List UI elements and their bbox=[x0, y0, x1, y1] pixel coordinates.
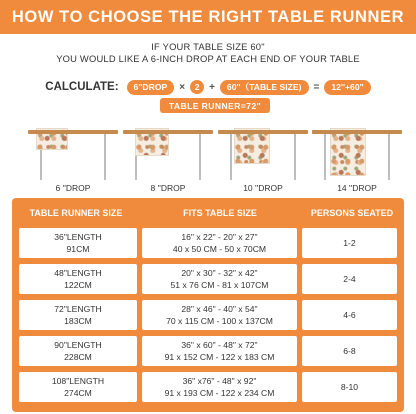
length-cm: 183CM bbox=[64, 316, 92, 326]
table-leg bbox=[324, 134, 326, 180]
table-leg bbox=[294, 134, 296, 180]
runner-image bbox=[330, 128, 366, 176]
table-size-pill: 60''（TABLE SIZE) bbox=[220, 80, 309, 95]
plus-sign: + bbox=[209, 81, 215, 93]
fit-inches: 28" x 46" - 40" x 54" bbox=[181, 304, 258, 314]
persons-cell bbox=[302, 300, 397, 330]
table-leg bbox=[388, 134, 390, 180]
fits-size-cell bbox=[142, 264, 297, 294]
calculation-row bbox=[0, 79, 416, 95]
fits-size-cell bbox=[142, 228, 297, 258]
fit-cm: 51 x 76 CM - 81 x 107CM bbox=[170, 280, 269, 290]
fit-inches: 20" x 30" - 32" x 42" bbox=[181, 268, 258, 278]
size-table bbox=[12, 198, 404, 412]
header-fits-table-size: FITS TABLE SIZE bbox=[183, 207, 257, 218]
runner-size-cell bbox=[19, 264, 137, 294]
fits-size-cell bbox=[142, 372, 297, 402]
table-row bbox=[19, 336, 397, 366]
table-runner-result: TABLE RUNNER=72" bbox=[160, 98, 270, 113]
fit-inches: 36" x76" - 48" x 92" bbox=[182, 376, 257, 386]
drop-label: 6 ''DROP bbox=[55, 183, 91, 193]
table-header bbox=[12, 198, 404, 227]
fit-cm: 40 x 50 CM - 50 x 70CM bbox=[172, 244, 267, 254]
table-row bbox=[19, 264, 397, 294]
table-illustration-8-drop bbox=[123, 120, 213, 195]
table-top bbox=[218, 130, 308, 134]
header-persons-seated: PERSONS SEATED bbox=[310, 207, 394, 218]
table-row bbox=[19, 228, 397, 258]
length-cm: 274CM bbox=[64, 388, 92, 398]
fit-cm: 70 x 115 CM - 100 x 137CM bbox=[166, 316, 273, 326]
equals-sign: = bbox=[313, 81, 320, 93]
fits-size-cell bbox=[142, 300, 297, 330]
fits-size-cell bbox=[142, 336, 297, 366]
drop-label: 14 ''DROP bbox=[337, 183, 377, 193]
intro-line-2: YOU WOULD LIKE A 6-INCH DROP AT EACH END OF YOUR TABLE bbox=[56, 53, 360, 64]
persons-value: 2-4 bbox=[343, 274, 356, 284]
persons-value: 6-8 bbox=[343, 346, 356, 356]
runner-size-cell bbox=[19, 372, 137, 402]
table-top bbox=[28, 130, 118, 134]
drop-illustrations bbox=[0, 120, 416, 195]
length-inches: 72"LENGTH bbox=[54, 304, 102, 314]
drop-pill: 6"DROP bbox=[127, 80, 175, 95]
table-row bbox=[19, 372, 397, 402]
length-inches: 90"LENGTH bbox=[54, 340, 102, 350]
length-cm: 228CM bbox=[64, 352, 92, 362]
calculate-label: CALCULATE: bbox=[45, 81, 119, 93]
multiplier-badge: 2 bbox=[190, 80, 204, 94]
table-leg bbox=[104, 134, 106, 180]
fit-cm: 91 x 193 CM - 122 x 234 CM bbox=[164, 388, 275, 398]
title-banner bbox=[0, 0, 416, 34]
runner-size-cell bbox=[19, 228, 137, 258]
fit-inches: 16" x 22" - 20" x 27" bbox=[181, 232, 258, 242]
times-sign: × bbox=[179, 81, 186, 93]
persons-value: 4-6 bbox=[343, 310, 356, 320]
result-pill: 12''+60" bbox=[324, 80, 370, 95]
length-inches: 48"LENGTH bbox=[54, 268, 102, 278]
persons-cell bbox=[302, 264, 397, 294]
length-inches: 108"LENGTH bbox=[51, 376, 105, 386]
table-illustration-6-drop bbox=[28, 120, 118, 195]
runner-size-cell bbox=[19, 300, 137, 330]
drop-label: 10 ''DROP bbox=[243, 183, 283, 193]
length-cm: 91CM bbox=[66, 244, 90, 254]
fit-inches: 36" x 60" - 48" x 72" bbox=[181, 340, 258, 350]
persons-cell bbox=[302, 336, 397, 366]
table-top bbox=[123, 130, 213, 134]
intro-line-1: IF YOUR TABLE SIZE 60" bbox=[151, 41, 265, 52]
persons-value: 8-10 bbox=[340, 382, 359, 392]
persons-cell bbox=[302, 228, 397, 258]
header-runner-size: TABLE RUNNER SIZE bbox=[29, 207, 123, 218]
table-row bbox=[19, 300, 397, 330]
page-title: HOW TO CHOOSE THE RIGHT TABLE RUNNER bbox=[11, 7, 405, 26]
persons-value: 1-2 bbox=[343, 238, 356, 248]
drop-label: 8 ''DROP bbox=[150, 183, 186, 193]
table-illustration-10-drop bbox=[218, 120, 308, 195]
runner-size-cell bbox=[19, 336, 137, 366]
table-leg bbox=[199, 134, 201, 180]
length-cm: 122CM bbox=[64, 280, 92, 290]
length-inches: 36"LENGTH bbox=[54, 232, 102, 242]
table-leg bbox=[230, 134, 232, 180]
table-illustration-14-drop bbox=[312, 120, 402, 195]
persons-cell bbox=[302, 372, 397, 402]
fit-cm: 91 x 152 CM - 122 x 183 CM bbox=[164, 352, 275, 362]
table-top bbox=[312, 130, 402, 134]
